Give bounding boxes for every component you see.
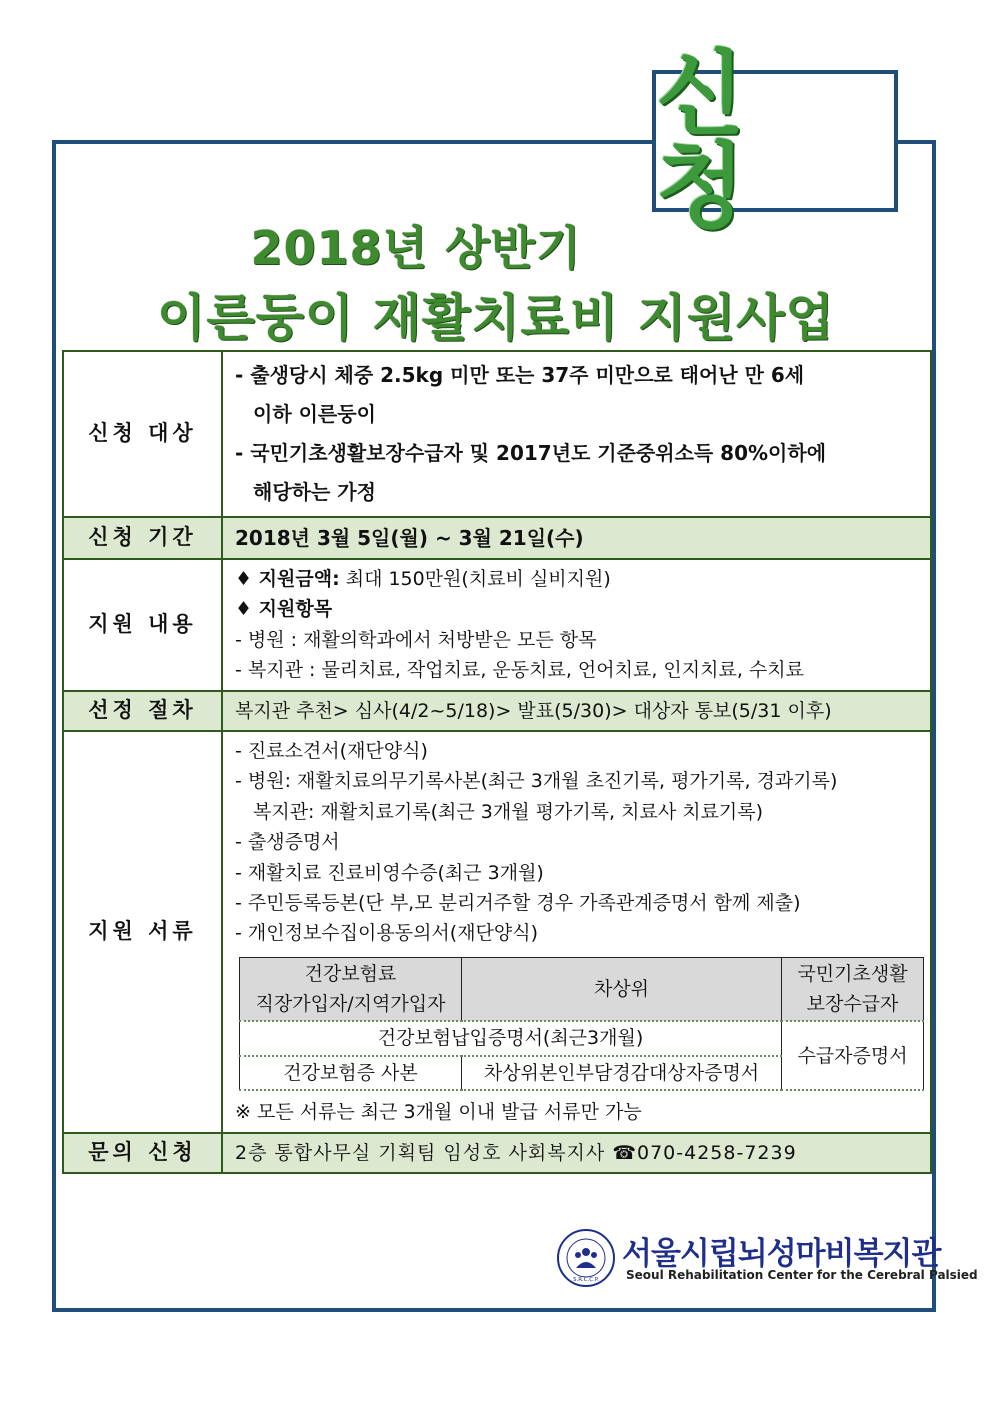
documents-note: ※ 모든 서류는 최근 3개월 이내 발급 서류만 가능 [235,1101,642,1124]
target-line-2: 이하 이른둥이 [253,402,376,426]
docs-header-near-poor: 차상위 [462,957,782,1021]
docs-cell-near-poor-cert: 차상위본인부담경감대상자증명서 [462,1056,782,1090]
content-documents [222,731,931,1133]
organization-logo [556,1228,978,1288]
target-line-4: 해당하는 가정 [253,480,376,504]
doc-line-5: - 재활치료 진료비영수증(최근 3개월) [235,861,544,884]
application-stamp [652,41,898,240]
docs-cell-recipient-cert: 수급자증명서 [782,1021,924,1090]
label-selection: 선정 절차 [63,691,222,731]
content-selection: 복지관 추천> 심사(4/2~5/18)> 발표(5/30)> 대상자 통보(5/31 이후) [222,691,931,731]
docs-cell-payment-cert: 건강보험납입증명서(최근3개월) [240,1021,782,1055]
docs-cell-insurance-card: 건강보험증 사본 [240,1056,462,1090]
target-line-1: - 출생당시 체중 2.5kg 미만 또는 37주 미만으로 태어난 만 6세 [235,363,805,387]
docs-header-row [240,957,924,1021]
doc-line-1: - 진료소견서(재단양식) [235,739,428,762]
doc-line-3: 복지관: 재활치료기록(최근 3개월 평가기록, 치료사 치료기록) [253,800,764,823]
emblem-text: S.R.C.C.P. [573,1277,599,1283]
label-documents: 지원 서류 [63,731,222,1133]
title-line-1 [60,212,932,278]
title-year: 2018년 상반기 [250,221,582,275]
content-contact [222,1133,931,1173]
content-target [222,351,931,517]
contact-text: 2층 통합사무실 기획팀 임성호 사회복지사 [235,1141,613,1164]
support-amount-text: 최대 150만원(치료비 실비지원) [339,568,611,590]
phone-icon: ☎ [612,1141,637,1164]
support-amount-title: ♦ 지원금액: [235,568,340,590]
info-table [62,350,932,1174]
docs-header-insurance: 건강보험료 직장가입자/지역가입자 [240,957,462,1021]
doc-line-7: - 개인정보수집이용동의서(재단양식) [235,922,539,945]
label-period: 신청 기간 [63,517,222,559]
row-target [63,351,931,517]
support-center: - 복지관 : 물리치료, 작업치료, 운동치료, 언어치료, 인지치료, 수치료 [235,659,804,682]
doc-line-2: - 병원: 재활치료의무기록사본(최근 3개월 초진기록, 평가기록, 경과기록) [235,770,838,793]
label-target: 신청 대상 [63,351,222,517]
row-period [63,517,931,559]
doc-line-4: - 출생증명서 [235,831,340,854]
row-selection [63,691,931,731]
row-contact [63,1133,931,1173]
target-line-3: - 국민기초생활보장수급자 및 2017년도 기준중위소득 80%이하에 [235,441,827,465]
contact-phone: 070-4258-7239 [636,1141,797,1164]
content-support [222,559,931,691]
emblem-icon [556,1228,616,1288]
support-hospital: - 병원 : 재활의학과에서 처방받은 모든 항목 [235,628,597,651]
doc-line-6: - 주민등록등본(단 부,모 분리거주할 경우 가족관계증명서 함께 제출) [235,891,801,914]
label-contact: 문의 신청 [63,1133,222,1173]
label-support: 지원 내용 [63,559,222,691]
logo-english-name: Seoul Rehabilitation Center for the Cerebral Palsied [626,1268,978,1282]
content-period: 2018년 3월 5일(월) ~ 3월 21일(수) [222,517,931,559]
title-line-2: 이른둥이 재활치료비 지원사업 [157,289,835,347]
logo-korean-name: 서울시립뇌성마비복지관 [622,1236,941,1272]
row-documents [63,731,931,1133]
docs-header-basic-livelihood: 국민기초생활 보장수급자 [782,957,924,1021]
support-items-title: ♦ 지원항목 [235,598,333,621]
stamp-text: 신 청 [656,41,763,240]
documents-table [239,957,924,1092]
support-amount [235,564,920,594]
docs-row-1 [240,1021,924,1055]
row-support [63,559,931,691]
